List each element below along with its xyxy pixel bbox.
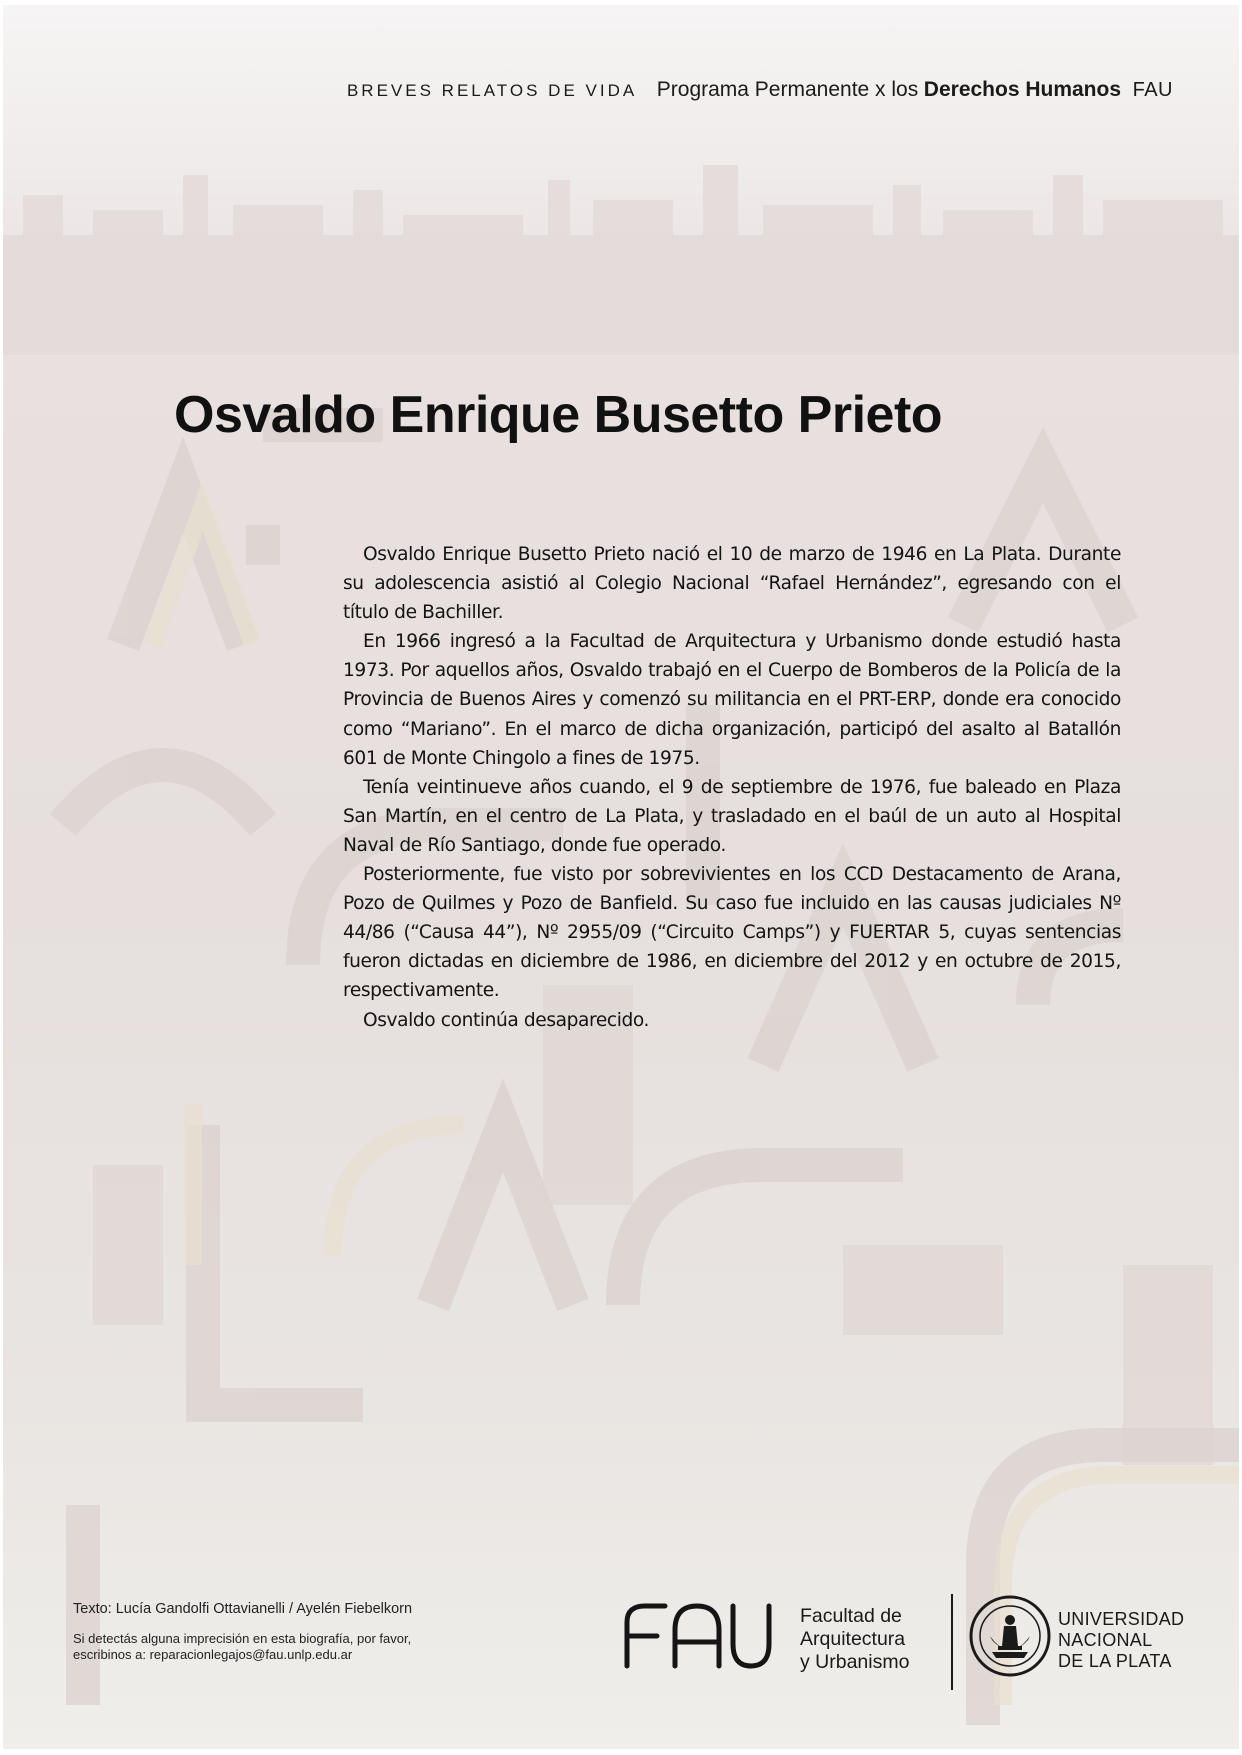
footer-credits <box>73 1601 503 1663</box>
fau-name-line: y Urbanismo <box>800 1651 910 1673</box>
unlp-name-line: UNIVERSIDAD <box>1058 1609 1185 1629</box>
fau-name-line: Arquitectura <box>800 1628 906 1650</box>
series-name: BREVES RELATOS DE VIDA <box>346 81 638 100</box>
unlp-name-line: NACIONAL <box>1058 1630 1153 1650</box>
fau-logo-icon <box>623 1600 773 1670</box>
logo-divider <box>951 1594 953 1690</box>
unlp-name-line: DE LA PLATA <box>1058 1651 1172 1671</box>
biography-text <box>343 540 1121 1035</box>
institution-logos <box>623 1590 1183 1690</box>
unlp-seal-icon <box>968 1594 1052 1678</box>
correction-notice <box>73 1631 503 1663</box>
program-name-prefix: Programa Permanente x los <box>656 78 919 101</box>
fau-name-line: Facultad de <box>800 1605 902 1627</box>
unlp-name <box>1058 1609 1184 1672</box>
notice-line: Si detectás alguna imprecisión en esta biografía, por favor, <box>73 1631 412 1646</box>
bio-paragraph: Posteriormente, fue visto por sobrevivientes en los CCD Destacamento de Arana, Pozo de Quilmes y Pozo de Banfield. Su caso fue incluido en las causas judiciales Nº 44/86 (“Causa 44”), Nº 2955/09 (“Circuito Camps”) y FUERTAR 5, cuyas sentencias fueron dictadas en diciembre de 1986, en diciembre del 2012 y en octubre de 2015, respectivamente. <box>343 864 1121 1002</box>
biography-page <box>3 5 1239 1749</box>
page-header <box>347 78 1173 102</box>
notice-email-line: escribinos a: reparacionlegajos@fau.unlp.edu.ar <box>73 1647 353 1662</box>
text-authors: Texto: Lucía Gandolfi Ottavianelli / Ayelén Fiebelkorn <box>73 1601 413 1617</box>
bio-paragraph: Tenía veintinueve años cuando, el 9 de septiembre de 1976, fue baleado en Plaza San Martín, en el centro de La Plata, y trasladado en el baúl de un auto al Hospital Naval de Río Santiago, donde fue operado. <box>343 776 1121 856</box>
program-name-bold: Derechos Humanos <box>923 78 1122 101</box>
bio-paragraph: Osvaldo Enrique Busetto Prieto nació el 10 de marzo de 1946 en La Plata. Durante su adolescencia asistió al Colegio Nacional “Rafael Hernández”, egresando con el título de Bachiller. <box>343 544 1121 624</box>
page-title: Osvaldo Enrique Busetto Prieto <box>174 386 943 444</box>
fau-name <box>800 1605 909 1674</box>
bio-paragraph: En 1966 ingresó a la Facultad de Arquitectura y Urbanismo donde estudió hasta 1973. Por aquellos años, Osvaldo trabajó en el Cuerpo de Bomberos de la Policía de la Provincia de Buenos Aires y comenzó su militancia en el PRT-ERP, donde era conocido como “Mariano”. En el marco de dicha organización, participó del asalto al Batallón 601 de Monte Chingolo a fines de 1975. <box>343 631 1121 769</box>
bio-paragraph: Osvaldo continúa desaparecido. <box>363 1009 650 1031</box>
program-name-suffix: FAU <box>1132 79 1173 101</box>
